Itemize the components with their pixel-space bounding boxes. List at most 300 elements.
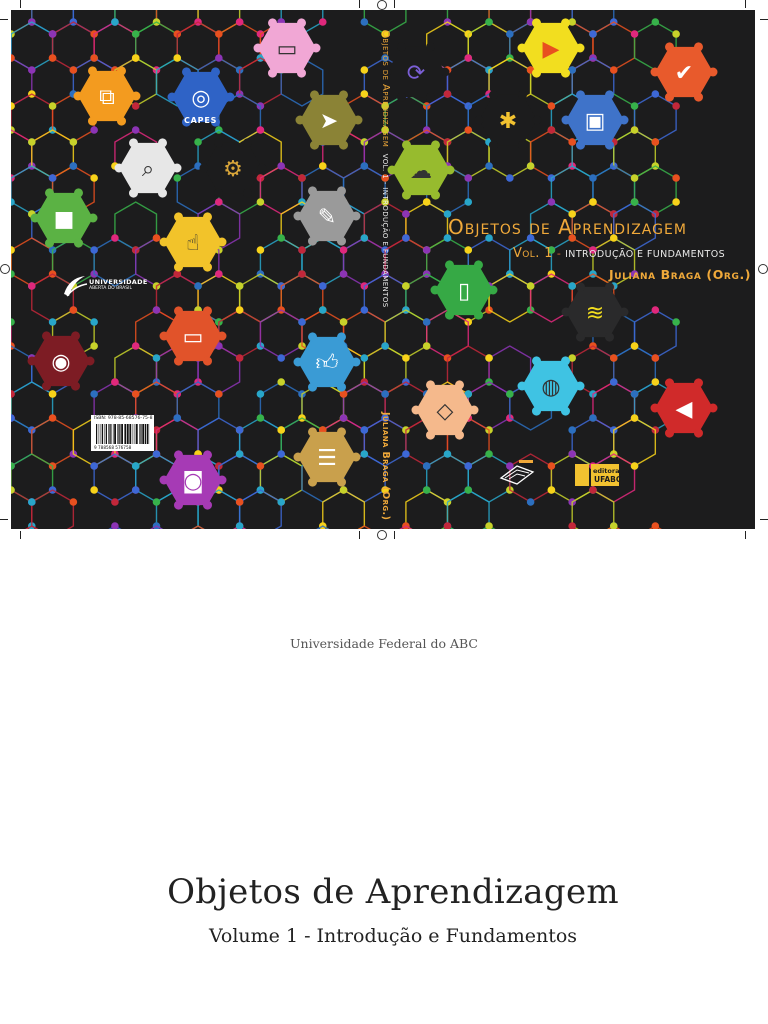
network-node — [610, 378, 618, 386]
network-node — [444, 90, 452, 98]
network-node — [90, 54, 98, 62]
network-node — [361, 450, 369, 458]
network-node — [132, 486, 140, 494]
svg-text:editora: editora — [593, 467, 620, 475]
network-hexagon — [572, 490, 614, 529]
network-node — [153, 498, 161, 506]
touch-icon — [160, 212, 227, 271]
network-node — [132, 54, 140, 62]
network-node — [236, 18, 244, 26]
network-hexagon — [635, 166, 677, 214]
network-node — [236, 498, 244, 506]
monitor-icon — [160, 306, 227, 365]
spine-title-line — [380, 30, 391, 308]
network-node — [111, 522, 119, 529]
crop-mark — [394, 531, 395, 539]
network-hexagon — [136, 22, 178, 70]
network-node — [527, 162, 535, 170]
network-node — [423, 246, 431, 254]
crop-mark — [745, 531, 746, 539]
cover-volume: Vol. 1 — [513, 246, 553, 261]
network-hexagon — [115, 346, 157, 394]
network-node — [132, 390, 140, 398]
network-hexagon — [489, 274, 531, 322]
crop-mark — [20, 531, 21, 539]
network-node — [70, 306, 78, 314]
network-node — [485, 162, 493, 170]
network-node — [173, 414, 181, 422]
page-subtitle: Volume 1 - Introdução e Fundamentos — [208, 925, 578, 947]
network-node — [361, 66, 369, 74]
network-node — [111, 234, 119, 242]
network-hexagon — [468, 22, 510, 70]
network-node — [277, 498, 285, 506]
cloud-download-icon — [388, 140, 455, 199]
network-node — [173, 174, 181, 182]
network-hexagon — [11, 130, 32, 178]
network-hexagon — [11, 94, 53, 142]
network-node — [319, 306, 327, 314]
network-node — [548, 126, 556, 134]
share-icon — [412, 380, 479, 439]
crop-mark — [394, 0, 395, 8]
network-node — [298, 246, 306, 254]
registration-mark — [377, 530, 387, 540]
target-icon — [28, 331, 95, 390]
network-hexagon — [94, 454, 136, 502]
network-node — [652, 522, 660, 529]
network-node — [90, 318, 98, 326]
isbn-barcode — [91, 415, 154, 451]
isbn-text: ISBN: 978-85-68576-75-8 — [94, 416, 153, 421]
network-hexagon — [593, 382, 635, 430]
network-node — [215, 270, 223, 278]
institution-name: Universidade Federal do ABC — [290, 636, 478, 651]
network-node — [631, 102, 639, 110]
crop-mark — [359, 531, 360, 539]
network-hexagon — [260, 238, 302, 286]
network-node — [672, 174, 680, 182]
network-node — [568, 138, 576, 146]
network-hexagon — [302, 238, 344, 286]
svg-text:✔: ✔ — [674, 61, 694, 86]
network-node — [485, 18, 493, 26]
svg-text:✎: ✎ — [317, 205, 337, 230]
network-node — [652, 138, 660, 146]
svg-text:➤: ➤ — [319, 109, 339, 134]
network-node — [672, 198, 680, 206]
network-hexagon — [427, 454, 469, 502]
network-hexagon — [11, 418, 32, 466]
camera-icon — [160, 450, 227, 509]
registration-mark — [758, 264, 768, 274]
svg-text:■: ■ — [53, 207, 75, 232]
registration-mark — [377, 0, 387, 10]
network-hexagon — [11, 58, 32, 106]
network-node — [652, 306, 660, 314]
network-node — [90, 126, 98, 134]
network-node — [340, 246, 348, 254]
registration-mark — [0, 264, 10, 274]
network-node — [257, 390, 265, 398]
barcode-number: 9 788568 576758 — [94, 445, 132, 450]
svg-text:👍︎: 👍︎ — [315, 351, 339, 376]
network-node — [485, 522, 493, 529]
network-node — [568, 282, 576, 290]
network-node — [257, 198, 265, 206]
list-icon — [294, 427, 361, 486]
network-node — [568, 426, 576, 434]
barcode-bars — [96, 424, 150, 444]
network-node — [277, 378, 285, 386]
network-node — [485, 354, 493, 362]
network-node — [631, 198, 639, 206]
network-hexagon — [115, 202, 157, 250]
svg-text:⚙: ⚙ — [223, 157, 243, 182]
like-icon — [294, 332, 361, 391]
network-node — [610, 522, 618, 529]
network-node — [236, 426, 244, 434]
cover-title: Objetos de Aprendizagem — [448, 215, 687, 239]
network-node — [49, 390, 57, 398]
svg-text:▭: ▭ — [182, 325, 204, 350]
network-hexagon — [11, 454, 53, 502]
andifes-logo-icon — [497, 458, 537, 488]
network-node — [49, 54, 57, 62]
network-node — [70, 66, 78, 74]
network-node — [527, 498, 535, 506]
network-node — [548, 198, 556, 206]
network-hexagon — [593, 166, 635, 214]
uab-logo-line2: ABERTA DO BRASIL — [89, 286, 132, 291]
uab-swoosh-icon — [61, 272, 89, 300]
network-node — [589, 414, 597, 422]
network-node — [464, 174, 472, 182]
network-hexagon — [240, 418, 282, 466]
svg-text:✱: ✱ — [498, 109, 518, 134]
svg-text:UFABC: UFABC — [594, 475, 621, 484]
page-title: Objetos de Aprendizagem — [167, 872, 619, 912]
svg-text:☰: ☰ — [317, 446, 337, 471]
network-node — [90, 390, 98, 398]
book-spine — [373, 30, 393, 520]
network-node — [652, 18, 660, 26]
book-cover — [11, 10, 755, 529]
network-node — [652, 90, 660, 98]
network-node — [464, 54, 472, 62]
network-node — [236, 522, 244, 529]
capes-logo-text: CAPES — [184, 116, 218, 125]
network-node — [194, 282, 202, 290]
network-node — [631, 174, 639, 182]
network-hexagon — [447, 490, 489, 529]
cover-dash: - — [552, 247, 566, 260]
network-node — [506, 390, 514, 398]
network-node — [298, 318, 306, 326]
cover-subtitle: INTRODUÇÃO E FUNDAMENTOS — [565, 249, 726, 260]
network-node — [173, 54, 181, 62]
network-hexagon — [240, 490, 282, 529]
network-node — [423, 486, 431, 494]
network-node — [215, 198, 223, 206]
network-node — [132, 462, 140, 470]
svg-text:◍: ◍ — [541, 375, 561, 400]
network-node — [589, 198, 597, 206]
network-node — [90, 462, 98, 470]
network-node — [672, 318, 680, 326]
network-hexagon — [260, 382, 302, 430]
network-node — [631, 30, 639, 38]
svg-text:⌕: ⌕ — [141, 157, 155, 182]
network-hexagon — [593, 22, 635, 70]
network-node — [70, 498, 78, 506]
network-hexagon — [11, 22, 53, 70]
network-node — [132, 126, 140, 134]
network-node — [153, 306, 161, 314]
network-node — [568, 450, 576, 458]
network-node — [49, 318, 57, 326]
network-node — [90, 174, 98, 182]
network-node — [111, 498, 119, 506]
network-hexagon — [406, 202, 448, 250]
network-node — [236, 306, 244, 314]
svg-text:◇: ◇ — [436, 399, 454, 424]
network-hexagon — [260, 166, 302, 214]
svg-text:⟳: ⟳ — [406, 61, 426, 86]
paper-plane-icon — [296, 90, 363, 149]
svg-text:⧉: ⧉ — [99, 85, 115, 110]
svg-text:☝: ☝ — [186, 231, 200, 256]
svg-text:◎: ◎ — [191, 86, 211, 111]
network-node — [90, 342, 98, 350]
network-node — [153, 234, 161, 242]
network-node — [402, 450, 410, 458]
network-node — [277, 234, 285, 242]
network-node — [631, 342, 639, 350]
network-node — [298, 174, 306, 182]
svg-text:☁: ☁ — [410, 159, 432, 184]
network-node — [277, 450, 285, 458]
network-hexagon — [302, 382, 344, 430]
network-hexagon — [406, 490, 448, 529]
network-hexagon — [635, 310, 677, 358]
network-hexagon — [614, 346, 656, 394]
network-node — [319, 18, 327, 26]
network-hexagon — [32, 418, 74, 466]
network-node — [402, 282, 410, 290]
network-hexagon — [260, 310, 302, 358]
uab-logo-line1: UNIVERSIDADE — [89, 278, 148, 286]
network-hexagon — [177, 526, 219, 529]
cover-volume-line — [513, 246, 725, 261]
network-hexagon — [344, 526, 386, 529]
crop-mark — [20, 0, 21, 8]
network-node — [340, 318, 348, 326]
network-node — [257, 246, 265, 254]
network-hexagon — [281, 274, 323, 322]
uab-logo — [61, 272, 148, 304]
network-node — [49, 414, 57, 422]
svg-text:▯: ▯ — [457, 279, 471, 304]
network-node — [236, 450, 244, 458]
network-node — [236, 354, 244, 362]
network-node — [652, 378, 660, 386]
network-node — [506, 174, 514, 182]
network-node — [610, 66, 618, 74]
ufabc-logo-icon — [575, 464, 621, 488]
network-node — [548, 486, 556, 494]
publisher-logo-andifes — [497, 458, 537, 492]
network-node — [402, 354, 410, 362]
network-hexagon — [94, 22, 136, 70]
network-hexagon — [614, 418, 656, 466]
network-node — [423, 198, 431, 206]
network-node — [672, 30, 680, 38]
network-node — [277, 162, 285, 170]
network-node — [464, 126, 472, 134]
network-node — [423, 462, 431, 470]
network-node — [464, 486, 472, 494]
crop-mark — [745, 0, 746, 8]
network-node — [610, 354, 618, 362]
network-node — [49, 102, 57, 110]
crop-mark — [760, 19, 768, 20]
network-node — [215, 54, 223, 62]
network-node — [236, 282, 244, 290]
network-node — [111, 18, 119, 26]
network-node — [672, 102, 680, 110]
spine-author: Juliana Braga (Org.) — [380, 412, 391, 520]
megaphone-icon — [651, 378, 718, 437]
network-node — [548, 462, 556, 470]
network-node — [527, 282, 535, 290]
network-node — [361, 234, 369, 242]
network-node — [402, 234, 410, 242]
network-node — [28, 282, 36, 290]
crop-mark — [0, 519, 8, 520]
network-hexagon — [32, 130, 74, 178]
video-camera-icon — [31, 188, 98, 247]
network-node — [464, 246, 472, 254]
crop-mark — [760, 519, 768, 520]
network-hexagon — [447, 58, 489, 106]
spine-volume: VOL. 1 - INTRODUÇÃO E FUNDAMENTOS — [381, 153, 389, 308]
network-node — [194, 138, 202, 146]
search-icon — [115, 138, 182, 197]
network-hexagon — [572, 418, 614, 466]
network-node — [361, 18, 369, 26]
network-node — [319, 282, 327, 290]
network-hexagon — [427, 94, 469, 142]
network-hexagon — [260, 454, 302, 502]
network-node — [257, 126, 265, 134]
network-hexagon — [32, 490, 74, 529]
network-hexagon — [323, 490, 365, 529]
network-node — [90, 486, 98, 494]
network-node — [153, 354, 161, 362]
network-hexagon — [177, 382, 219, 430]
brush-icon — [294, 186, 361, 245]
network-node — [340, 270, 348, 278]
svg-text:▶: ▶ — [542, 37, 560, 62]
network-node — [485, 450, 493, 458]
network-node — [257, 462, 265, 470]
webcam-icon — [518, 356, 585, 415]
network-node — [361, 90, 369, 98]
network-node — [28, 498, 36, 506]
svg-text:▭: ▭ — [276, 37, 298, 62]
network-node — [28, 138, 36, 146]
svg-text:◀: ◀ — [675, 397, 693, 422]
network-node — [90, 246, 98, 254]
network-node — [153, 450, 161, 458]
network-node — [444, 522, 452, 529]
network-node — [423, 318, 431, 326]
network-hexagon — [240, 274, 282, 322]
network-node — [70, 138, 78, 146]
network-node — [631, 462, 639, 470]
crop-mark — [359, 0, 360, 8]
network-node — [132, 102, 140, 110]
publisher-logo-ufabc — [575, 464, 621, 492]
network-node — [589, 30, 597, 38]
laptop-icon — [254, 18, 321, 77]
network-node — [568, 522, 576, 529]
network-node — [423, 342, 431, 350]
network-hexagon — [177, 22, 219, 70]
network-node — [361, 306, 369, 314]
network-node — [548, 102, 556, 110]
network-node — [70, 162, 78, 170]
network-node — [652, 354, 660, 362]
network-node — [111, 378, 119, 386]
network-hexagon — [53, 22, 95, 70]
network-node — [277, 354, 285, 362]
network-node — [464, 462, 472, 470]
network-node — [298, 270, 306, 278]
network-node — [215, 390, 223, 398]
crop-mark — [0, 19, 8, 20]
network-hexagon — [531, 130, 573, 178]
gears-icon — [200, 138, 267, 197]
network-node — [464, 198, 472, 206]
network-node — [277, 426, 285, 434]
network-node — [361, 162, 369, 170]
chat-icon — [74, 66, 141, 125]
network-node — [631, 390, 639, 398]
network-node — [132, 30, 140, 38]
network-node — [340, 414, 348, 422]
network-node — [49, 174, 57, 182]
network-hexagon — [614, 130, 656, 178]
cover-author: Juliana Braga (Org.) — [609, 267, 752, 282]
network-node — [361, 354, 369, 362]
network-node — [49, 30, 57, 38]
svg-text:◙: ◙ — [182, 469, 204, 494]
network-node — [132, 342, 140, 350]
svg-text:≋: ≋ — [585, 301, 605, 326]
network-node — [402, 210, 410, 218]
network-node — [319, 162, 327, 170]
network-node — [257, 414, 265, 422]
svg-text:◉: ◉ — [51, 350, 71, 375]
checkmark-icon — [651, 42, 718, 101]
network-node — [11, 318, 15, 326]
network-hexagon — [551, 166, 593, 214]
svg-text:▣: ▣ — [584, 109, 606, 134]
network-hexagon — [11, 490, 32, 529]
spine-title: Objetos de Aprendizagem — [380, 30, 391, 148]
